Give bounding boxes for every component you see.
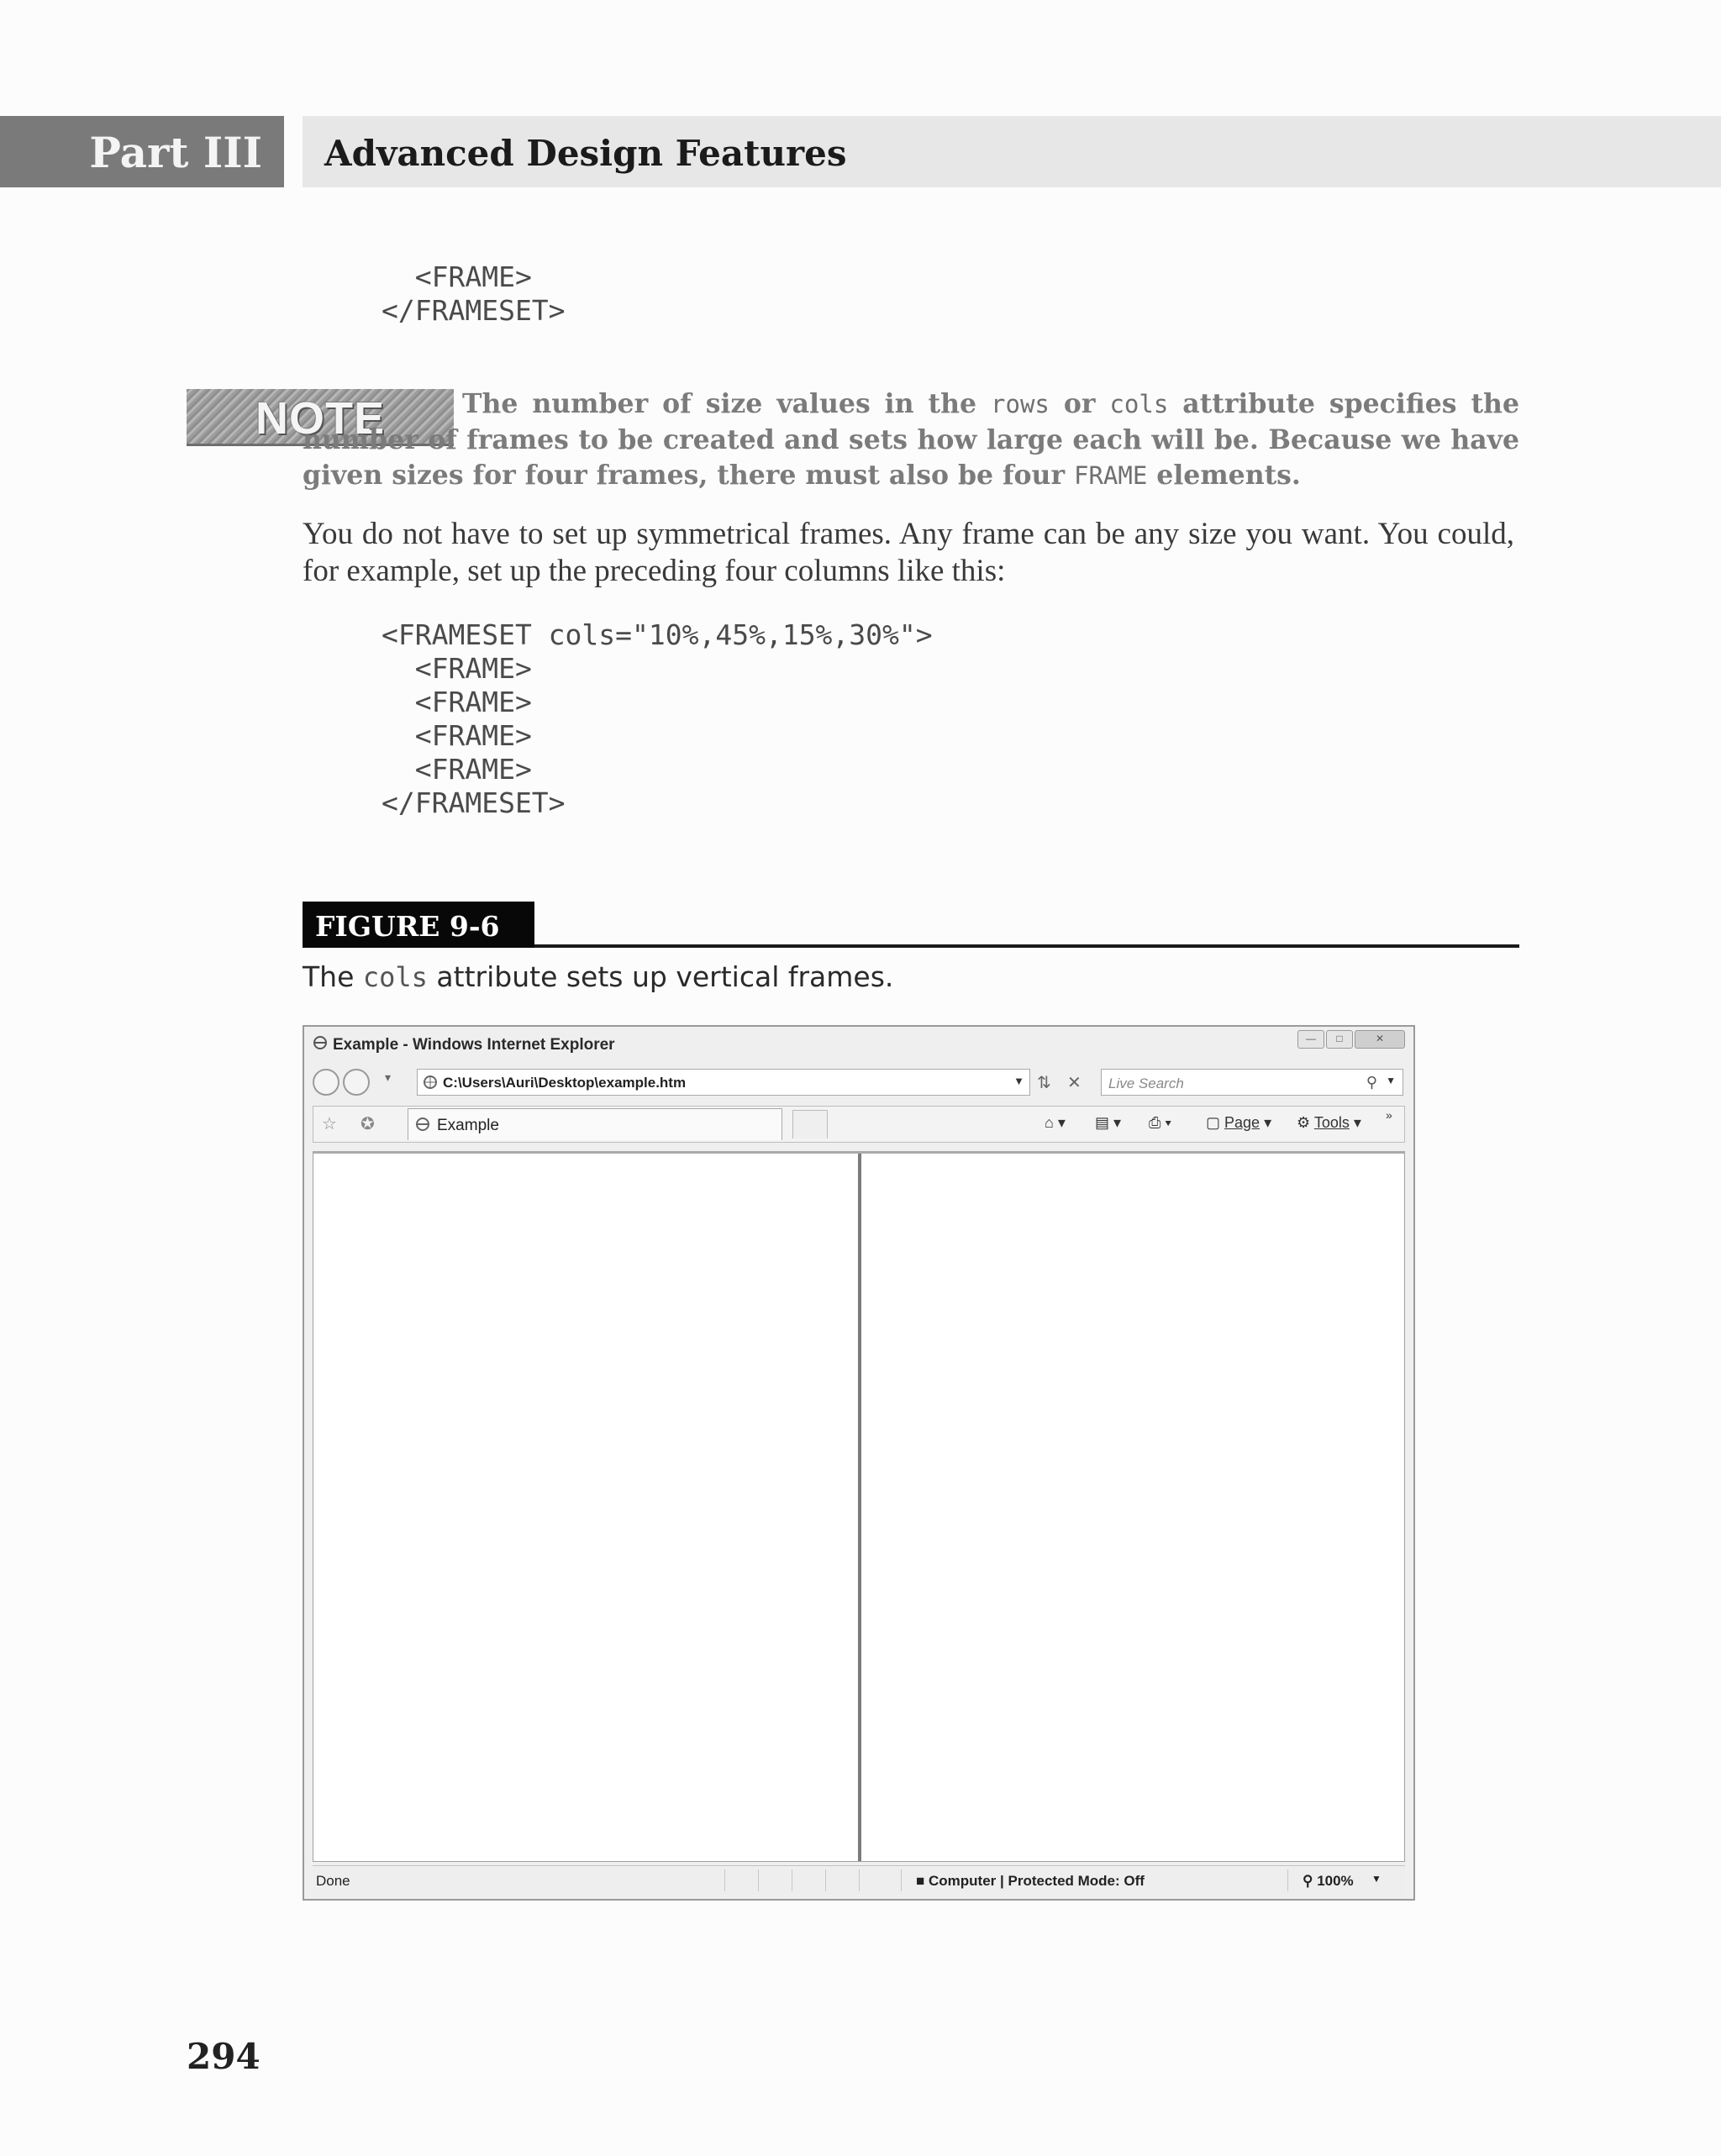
zoom-level: 100% <box>1317 1873 1354 1889</box>
note-badge-label: NOTE <box>255 393 385 444</box>
tools-menu[interactable]: ⚙ Tools ▾ <box>1297 1114 1361 1131</box>
recent-pages-dropdown-icon[interactable]: ▾ <box>385 1070 392 1084</box>
chapter-header <box>303 116 1721 187</box>
window-title-text: Example - Windows Internet Explorer <box>333 1036 615 1054</box>
status-separator <box>901 1869 902 1891</box>
code-rows: rows <box>991 390 1050 418</box>
tab-page-icon <box>415 1117 430 1136</box>
tools-gear-icon: ⚙ <box>1297 1114 1311 1131</box>
figure-label: FIGURE 9-6 <box>315 910 500 943</box>
caption-text: attribute sets up vertical frames. <box>427 960 894 993</box>
window-title <box>313 1035 615 1055</box>
address-dropdown-icon[interactable]: ▼ <box>1013 1075 1024 1087</box>
tools-menu-label: Tools <box>1313 1114 1350 1131</box>
status-separator <box>758 1869 759 1891</box>
page-menu[interactable]: ▢ Page ▾ <box>1206 1114 1272 1131</box>
tab-bar <box>313 1106 1405 1143</box>
caption-code: cols <box>362 961 428 993</box>
code-fragment-top: <FRAME> </FRAMESET> <box>382 260 566 327</box>
figure-caption <box>303 960 893 993</box>
close-button[interactable]: ✕ <box>1355 1030 1405 1049</box>
code-cols: cols <box>1109 390 1169 418</box>
code-frame: FRAME <box>1074 461 1148 490</box>
computer-icon: ■ <box>916 1873 925 1889</box>
status-bar <box>313 1865 1405 1895</box>
print-icon[interactable]: ⎙ ▾ <box>1149 1114 1171 1131</box>
body-paragraph: You do not have to set up symmetrical frames. Any frame can be any size you want. You could, for example, set up the preceding four columns like this: <box>303 517 1514 588</box>
code-block: <FRAMESET cols="10%,45%,15%,30%"> <FRAME> <FRAME> <FRAME> <FRAME> </FRAMESET> <box>382 618 933 819</box>
search-box[interactable] <box>1101 1069 1403 1096</box>
new-tab-button[interactable] <box>792 1110 828 1138</box>
maximize-button[interactable]: □ <box>1326 1030 1353 1049</box>
address-bar[interactable] <box>417 1069 1030 1096</box>
home-icon[interactable]: ⌂ ▾ <box>1045 1114 1066 1131</box>
status-separator <box>724 1869 725 1891</box>
tab-label: Example <box>437 1117 499 1134</box>
search-dropdown-icon[interactable]: ▼ <box>1386 1075 1396 1086</box>
page-content <box>313 1151 1405 1862</box>
zoom-dropdown-icon[interactable]: ▼ <box>1371 1873 1382 1885</box>
status-separator <box>825 1869 826 1891</box>
minimize-button[interactable]: — <box>1297 1030 1324 1049</box>
browser-window <box>303 1025 1415 1901</box>
note-text-part: attribute specifies the number of frames to be created and sets how large each will be. Because we have given sizes for four frames, there must also be four <box>303 388 1519 491</box>
note-text-part: elements. <box>1147 460 1301 491</box>
note-text-part: or <box>1049 388 1110 419</box>
add-favorites-icon[interactable]: ✪ <box>361 1115 375 1133</box>
part-label: Part III <box>89 128 262 177</box>
zoom-icon: ⚲ <box>1303 1873 1313 1889</box>
page-globe-icon <box>423 1075 438 1094</box>
page-menu-label: Page <box>1224 1114 1260 1131</box>
stop-icon[interactable]: ✕ <box>1067 1074 1082 1092</box>
forward-icon[interactable] <box>343 1069 370 1096</box>
search-placeholder: Live Search <box>1108 1075 1184 1091</box>
tab-example[interactable] <box>408 1108 782 1140</box>
note-text <box>303 387 1519 494</box>
ie-logo-icon <box>313 1035 328 1055</box>
security-zone-label: Computer | Protected Mode: Off <box>929 1873 1145 1889</box>
caption-text: The <box>303 960 363 993</box>
note-text-part: The number of size values in the <box>462 388 992 419</box>
zoom-control[interactable] <box>1303 1873 1354 1890</box>
figure-rule <box>534 944 1519 948</box>
navigation-bar <box>304 1064 1413 1101</box>
security-zone[interactable] <box>916 1873 1145 1890</box>
frame-divider[interactable] <box>858 1154 861 1861</box>
search-icon[interactable]: ⚲ <box>1366 1074 1377 1091</box>
status-done: Done <box>316 1873 350 1889</box>
part-tab <box>0 116 284 187</box>
page-icon: ▢ <box>1206 1114 1221 1131</box>
window-controls <box>1296 1030 1405 1049</box>
chapter-title: Advanced Design Features <box>324 133 847 174</box>
feeds-icon[interactable]: ▤ ▾ <box>1095 1114 1122 1131</box>
figure-label-box <box>303 902 534 948</box>
back-icon[interactable] <box>313 1069 339 1096</box>
favorites-star-icon[interactable]: ☆ <box>322 1115 337 1133</box>
page-number: 294 <box>187 2036 261 2077</box>
status-separator <box>1287 1869 1288 1891</box>
status-separator <box>859 1869 860 1891</box>
refresh-icon[interactable]: ⇅ <box>1037 1074 1051 1092</box>
address-text: C:\Users\Auri\Desktop\example.htm <box>443 1075 687 1091</box>
chevron-more-icon[interactable]: » <box>1386 1108 1392 1122</box>
